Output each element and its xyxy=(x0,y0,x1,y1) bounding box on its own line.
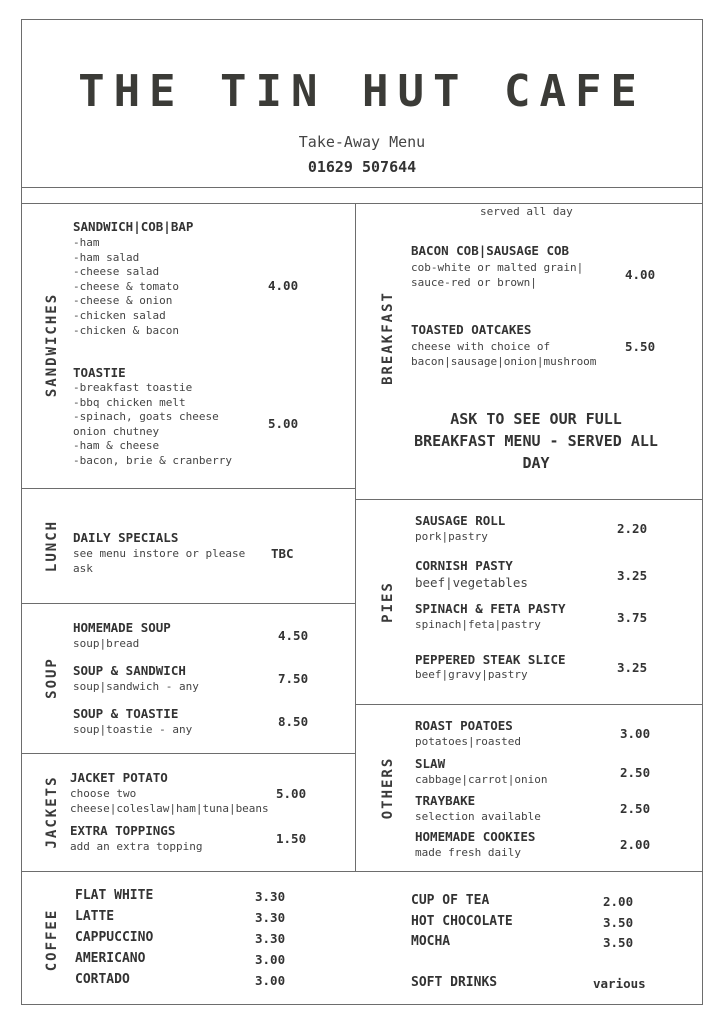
item-name: HOT CHOCOLATE xyxy=(411,914,513,929)
header-divider-2 xyxy=(22,203,702,204)
breakfast-note: served all day xyxy=(480,205,573,218)
item-name: SOUP & SANDWICH xyxy=(73,663,186,678)
item-price: 3.50 xyxy=(603,915,634,930)
item-desc: see menu instore or please ask xyxy=(73,547,246,575)
item-name: HOMEMADE COOKIES xyxy=(415,829,536,844)
item-desc: cob-white or malted grain| sauce-red or brown| xyxy=(411,261,584,289)
item-name: SOFT DRINKS xyxy=(411,975,498,990)
item-desc: -ham -ham salad -cheese salad -cheese & tomato -cheese & onion -chicken salad -chicken & bacon xyxy=(73,236,179,337)
item-price: 1.50 xyxy=(276,831,307,846)
item-price: 5.00 xyxy=(268,416,299,431)
item-name: DAILY SPECIALS xyxy=(73,530,179,545)
item-price: 8.50 xyxy=(278,714,309,729)
item-name: MOCHA xyxy=(411,934,451,949)
item-name: TOASTIE xyxy=(73,365,126,380)
drinks-divider xyxy=(22,871,702,872)
sandwich-lunch-divider xyxy=(22,488,355,489)
item-name: HOMEMADE SOUP xyxy=(73,620,171,635)
item-price: 4.50 xyxy=(278,628,309,643)
column-divider xyxy=(355,203,356,871)
item-desc: pork|pastry xyxy=(415,530,488,543)
item-desc: choose two cheese|coleslaw|ham|tuna|beans xyxy=(70,787,269,815)
item-name: FLAT WHITE xyxy=(75,888,154,903)
item-price: TBC xyxy=(271,546,294,561)
phone-number: 01629 507644 xyxy=(307,158,417,176)
item-price: 5.00 xyxy=(276,786,307,801)
breakfast-pies-divider xyxy=(355,499,702,500)
item-name: ROAST POATOES xyxy=(415,718,513,733)
item-price: 3.50 xyxy=(603,935,634,950)
item-price: 3.30 xyxy=(255,910,286,925)
breakfast-callout: ASK TO SEE OUR FULL BREAKFAST MENU - SERVED ALL DAY xyxy=(414,410,658,472)
item-price: 2.00 xyxy=(603,894,634,909)
item-name: TRAYBAKE xyxy=(415,793,476,808)
item-price: 4.00 xyxy=(268,278,299,293)
item-price: 3.30 xyxy=(255,889,286,904)
item-desc: spinach|feta|pastry xyxy=(415,618,541,631)
item-price: 3.25 xyxy=(617,660,648,675)
section-label-soup: SOUP xyxy=(44,657,60,699)
lunch-soup-divider xyxy=(22,603,355,604)
item-name: SLAW xyxy=(415,756,446,771)
pies-others-divider xyxy=(355,704,702,705)
item-name: BACON COB|SAUSAGE COB xyxy=(411,243,570,258)
item-price: 7.50 xyxy=(278,671,309,686)
section-label-breakfast: BREAKFAST xyxy=(380,291,396,385)
item-name: CORTADO xyxy=(75,972,130,987)
item-price: 3.30 xyxy=(255,931,286,946)
section-label-coffee: COFFEE xyxy=(44,908,60,972)
item-desc: soup|bread xyxy=(73,637,140,650)
section-label-jackets: JACKETS xyxy=(44,775,60,849)
item-desc: beef|vegetables xyxy=(415,575,528,590)
item-name: LATTE xyxy=(75,909,115,924)
item-name: EXTRA TOPPINGS xyxy=(70,823,176,838)
item-name: JACKET POTATO xyxy=(70,770,168,785)
item-price: 2.50 xyxy=(620,801,651,816)
section-label-lunch: LUNCH xyxy=(44,519,60,573)
item-desc: cheese with choice of bacon|sausage|onion|mushroom xyxy=(411,340,597,368)
item-name: TOASTED OATCAKES xyxy=(411,322,532,337)
menu-subtitle: Take-Away Menu xyxy=(298,133,426,151)
item-desc: soup|toastie - any xyxy=(73,723,193,736)
section-label-others: OTHERS xyxy=(380,756,396,820)
item-name: PEPPERED STEAK SLICE xyxy=(415,652,566,667)
item-price: 3.00 xyxy=(255,973,286,988)
item-desc: selection available xyxy=(415,810,541,823)
item-desc: made fresh daily xyxy=(415,846,521,859)
item-desc: add an extra topping xyxy=(70,840,203,853)
item-name: CUP OF TEA xyxy=(411,893,490,908)
soup-jackets-divider xyxy=(22,753,355,754)
item-price: various xyxy=(593,976,646,991)
item-desc: beef|gravy|pastry xyxy=(415,668,528,681)
item-desc: soup|sandwich - any xyxy=(73,680,199,693)
item-price: 2.00 xyxy=(620,837,651,852)
item-price: 3.00 xyxy=(620,726,651,741)
item-price: 3.75 xyxy=(617,610,648,625)
item-name: SANDWICH|COB|BAP xyxy=(73,219,194,234)
item-price: 4.00 xyxy=(625,267,656,282)
item-desc: potatoes|roasted xyxy=(415,735,521,748)
item-price: 3.25 xyxy=(617,568,648,583)
header-divider xyxy=(22,187,702,188)
cafe-title: THE TIN HUT CAFE xyxy=(78,66,646,117)
item-price: 2.20 xyxy=(617,521,648,536)
item-name: CAPPUCCINO xyxy=(75,930,154,945)
item-name: SAUSAGE ROLL xyxy=(415,513,506,528)
item-price: 5.50 xyxy=(625,339,656,354)
item-name: SOUP & TOASTIE xyxy=(73,706,179,721)
section-label-pies: PIES xyxy=(380,581,396,623)
item-name: CORNISH PASTY xyxy=(415,558,513,573)
item-price: 2.50 xyxy=(620,765,651,780)
item-name: SPINACH & FETA PASTY xyxy=(415,601,566,616)
item-desc: cabbage|carrot|onion xyxy=(415,773,548,786)
section-label-sandwiches: SANDWICHES xyxy=(44,292,60,398)
item-name: AMERICANO xyxy=(75,951,146,966)
item-price: 3.00 xyxy=(255,952,286,967)
item-desc: -breakfast toastie -bbq chicken melt -spinach, goats cheese onion chutney -ham & cheese -bacon, brie & cranberry xyxy=(73,381,232,467)
